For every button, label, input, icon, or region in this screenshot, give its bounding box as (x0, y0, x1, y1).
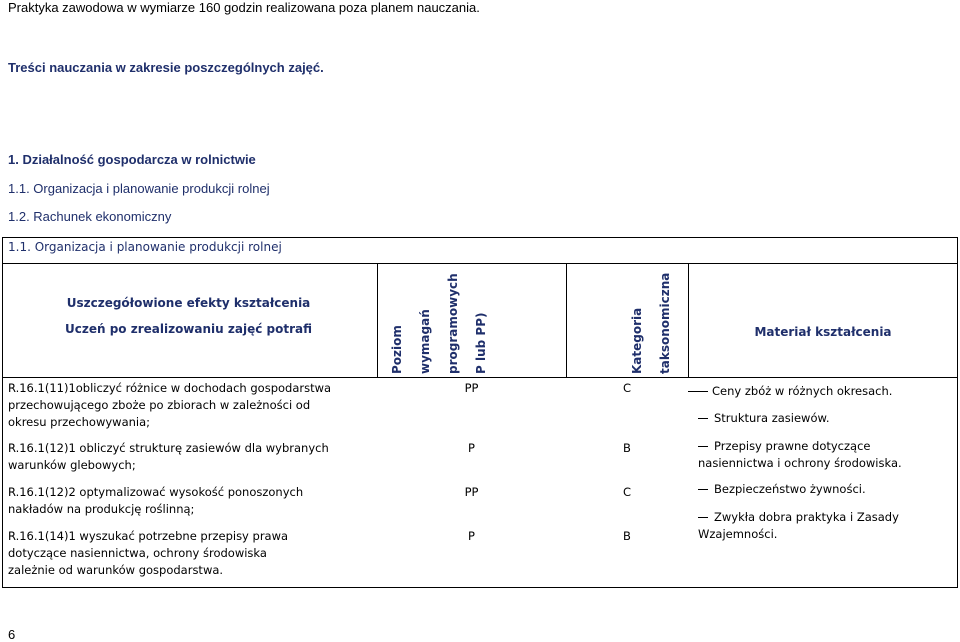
level-header-3: programowych (446, 273, 460, 374)
category-header-1: Kategoria (630, 307, 644, 374)
section-1-heading: 1. Działalność gospodarcza w rolnictwie (8, 152, 256, 167)
material-item-2: Struktura zasiewów. (698, 410, 830, 427)
effect-row-2: R.16.1(12)1 obliczyć strukturę zasiewów dla wybranych warunków glebowych; (8, 441, 329, 472)
intro-line: Praktyka zawodowa w wymiarze 160 godzin realizowana poza planem nauczania. (8, 0, 480, 15)
level-row-4: P (468, 529, 475, 543)
level-header-1: Poziom (390, 325, 404, 374)
category-row-1: C (622, 381, 632, 395)
category-row-3: C (622, 485, 632, 499)
content-title: Treści nauczania w zakresie poszczególnych zajęć. (8, 60, 324, 75)
section-1-1-heading: 1.1. Organizacja i planowanie produkcji rolnej (8, 181, 270, 196)
col-divider-3 (688, 263, 689, 377)
material-item-1: Ceny zbóż w różnych okresach. (688, 383, 892, 400)
table-caption: 1.1. Organizacja i planowanie produkcji rolnej (8, 240, 282, 254)
category-row-4: B (623, 529, 631, 543)
caption-separator (2, 263, 958, 264)
effects-header-line1: Uszczegółowione efekty kształcenia (66, 296, 311, 310)
dash-bullet-icon (698, 489, 708, 490)
level-header-2: wymagań (418, 309, 432, 374)
material-item-5: Zwykła dobra praktyka i Zasady Wzajemności. (698, 510, 899, 541)
dash-bullet-icon (698, 446, 708, 447)
level-row-2: P (468, 441, 475, 455)
dash-bullet-icon (688, 391, 708, 392)
effect-row-4: R.16.1(14)1 wyszukać potrzebne przepisy prawa dotyczące nasiennictwa, ochrony środowiska zależnie od warunków gospodarstwa. (8, 529, 289, 577)
dash-bullet-icon (698, 517, 708, 518)
effects-header-line2: Uczeń po zrealizowaniu zajęć potrafi (65, 322, 312, 336)
effect-row-1: R.16.1(11)1obliczyć różnice w dochodach gospodarstwa przechowującego zboże po zbiorach w zależności od okresu przechowywania; (8, 381, 332, 429)
level-row-1: PP (464, 381, 479, 395)
level-header-4: P lub PP) (474, 312, 488, 374)
material-item-4: Bezpieczeństwo żywności. (698, 481, 866, 498)
section-1-2-heading: 1.2. Rachunek ekonomiczny (8, 209, 172, 224)
category-header-2: taksonomiczna (658, 272, 672, 374)
level-row-3: PP (464, 485, 479, 499)
col-divider-2 (566, 263, 567, 377)
dash-bullet-icon (698, 418, 708, 419)
effect-row-3: R.16.1(12)2 optymalizować wysokość ponoszonych nakładów na produkcję roślinną; (8, 485, 304, 516)
material-item-3: Przepisy prawne dotyczące nasiennictwa i ochrony środowiska. (698, 439, 902, 470)
col-divider-1 (377, 263, 378, 377)
page-number: 6 (8, 627, 16, 642)
header-separator (2, 377, 958, 378)
material-header: Materiał kształcenia (754, 325, 892, 339)
category-row-2: B (623, 441, 631, 455)
